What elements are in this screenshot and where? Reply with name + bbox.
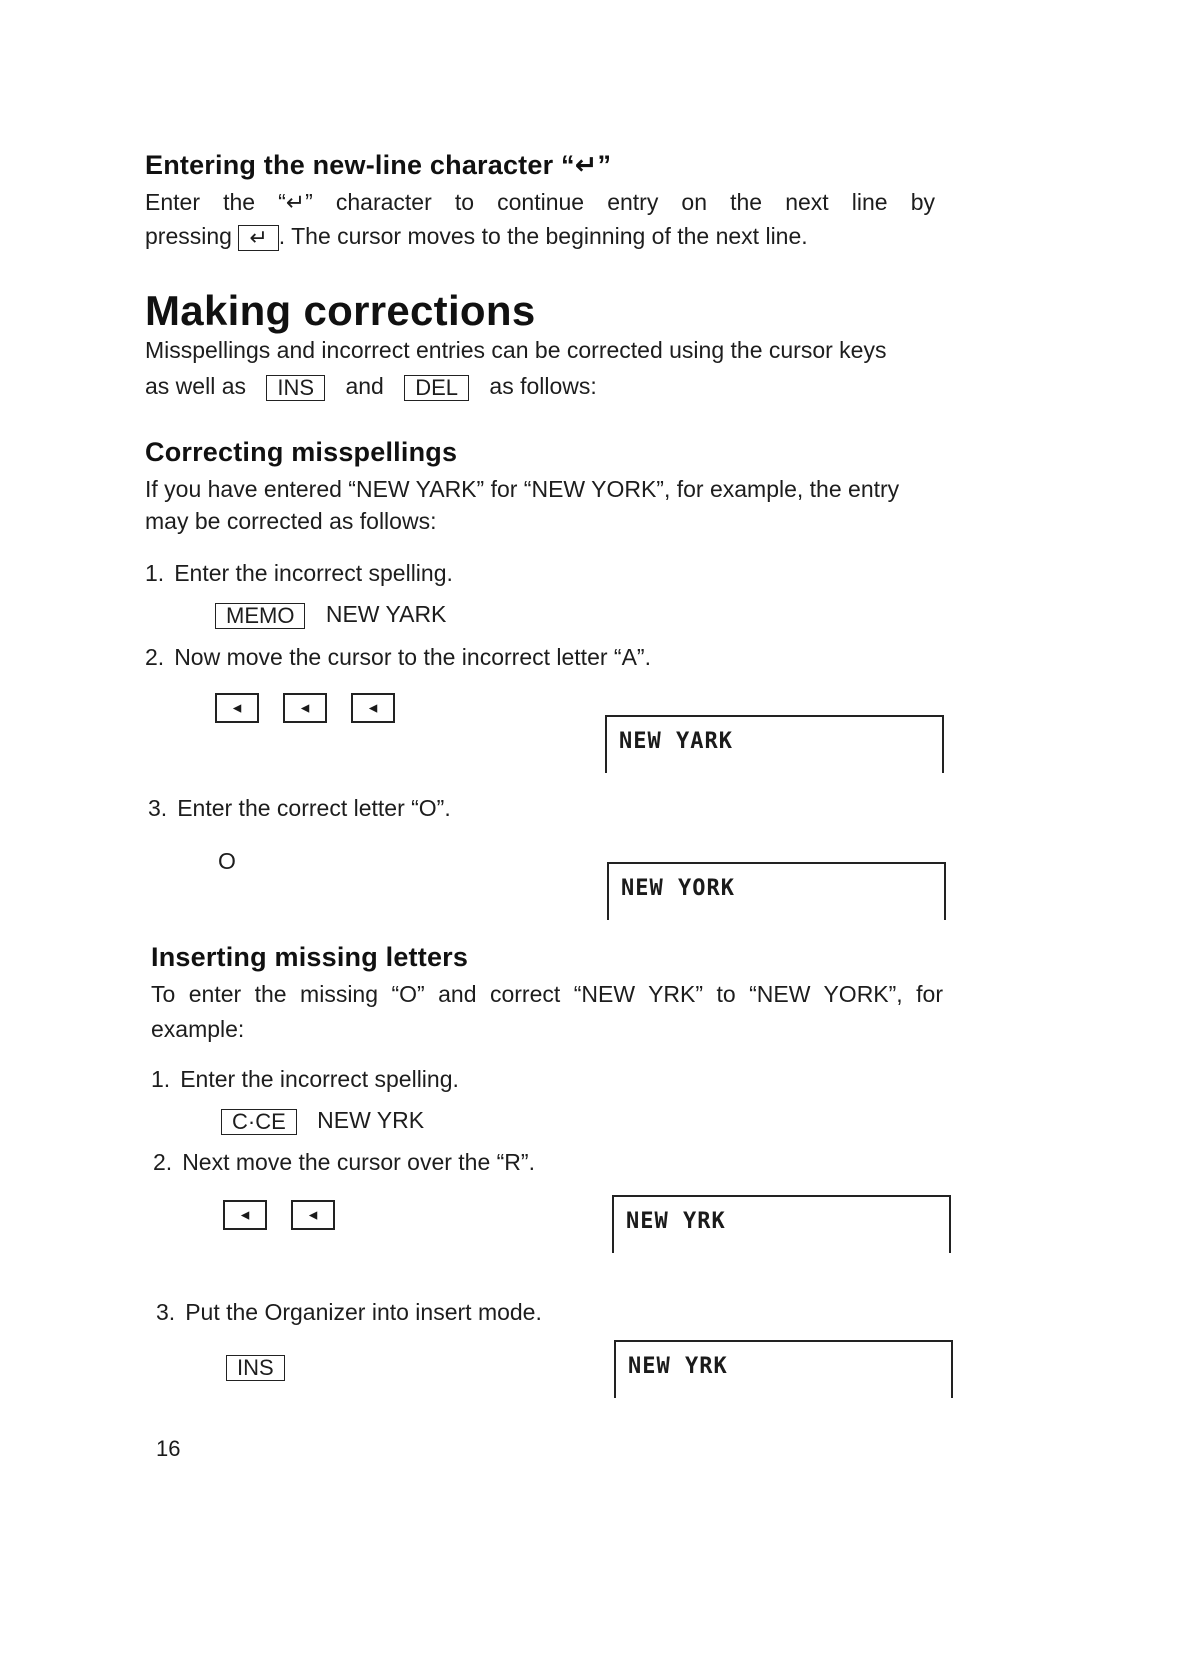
inserting-line1: To enter the missing “O” and correct “NEW YRK” to “NEW YORK”, for — [151, 981, 943, 1007]
step-text: Now move the cursor to the incorrect letter “A”. — [174, 644, 651, 670]
newline-line2-post: . The cursor moves to the beginning of the next line. — [278, 223, 808, 249]
lcd-text: NEW YARK — [619, 729, 733, 754]
left-arrow-icon: ◄ — [366, 699, 380, 716]
step-number: 2. — [145, 644, 165, 670]
step-text: Next move the cursor over the “R”. — [182, 1149, 535, 1175]
left-arrow-icon: ◄ — [230, 699, 244, 716]
ins-key: INS — [226, 1355, 285, 1381]
step-number: 2. — [153, 1149, 173, 1175]
entry-text: NEW YRK — [317, 1107, 425, 1133]
newline-line1: Enter the “↵” character to continue entry on the next line by — [145, 189, 935, 215]
left-arrow-icon: ◄ — [238, 1206, 252, 1223]
lcd-display — [614, 1340, 953, 1398]
corrections-line2 — [145, 370, 597, 403]
misspelling-step-3 — [148, 792, 451, 825]
step-text: Enter the incorrect spelling. — [180, 1066, 459, 1092]
step-number: 1. — [151, 1066, 171, 1092]
misspellings-line1: If you have entered “NEW YARK” for “NEW YORK”, for example, the entry — [145, 476, 900, 502]
inserting-step-2-keys — [223, 1200, 359, 1235]
left-arrow-key — [351, 693, 395, 723]
left-arrow-key — [223, 1200, 267, 1230]
newline-line2 — [145, 220, 808, 253]
lcd-text: NEW YORK — [621, 876, 735, 901]
inserting-step-1-entry — [221, 1104, 424, 1137]
misspellings-line2: may be corrected as follows: — [145, 508, 437, 534]
misspelling-step-1 — [145, 557, 453, 590]
corrections-line2-post: as follows: — [489, 373, 597, 399]
inserting-heading: Inserting missing letters — [151, 942, 469, 972]
corrections-line1: Misspellings and incorrect entries can be corrected using the cursor keys — [145, 337, 887, 363]
misspelling-step-1-entry — [215, 598, 446, 631]
newline-heading: Entering the new-line character “↵” — [145, 150, 612, 180]
ins-key: INS — [266, 375, 325, 401]
inserting-step-3 — [156, 1296, 542, 1329]
inserting-step-2 — [153, 1146, 535, 1179]
step-number: 3. — [156, 1299, 176, 1325]
left-arrow-key — [215, 693, 259, 723]
step-text: Put the Organizer into insert mode. — [185, 1299, 542, 1325]
left-arrow-icon: ◄ — [298, 699, 312, 716]
inserting-step-3-entry — [226, 1350, 285, 1383]
lcd-display — [605, 715, 944, 773]
left-arrow-icon: ◄ — [306, 1206, 320, 1223]
entry-text: NEW YARK — [325, 601, 447, 627]
misspelling-step-3-entry: O — [218, 848, 236, 874]
del-key: DEL — [404, 375, 469, 401]
corrections-heading: Making corrections — [145, 287, 536, 334]
corrections-line2-pre: as well as — [145, 373, 246, 399]
misspelling-step-2-keys — [215, 693, 419, 728]
misspelling-step-2 — [145, 641, 651, 674]
inserting-step-1 — [151, 1063, 459, 1096]
lcd-text: NEW YRK — [628, 1354, 728, 1379]
enter-key: ↵ — [238, 225, 278, 251]
cce-key: C·CE — [221, 1109, 297, 1135]
left-arrow-key — [283, 693, 327, 723]
lcd-display — [607, 862, 946, 920]
newline-line2-pre: pressing — [145, 223, 232, 249]
corrections-line2-mid: and — [345, 373, 384, 399]
step-text: Enter the incorrect spelling. — [174, 560, 453, 586]
memo-key: MEMO — [215, 603, 305, 629]
step-text: Enter the correct letter “O”. — [177, 795, 451, 821]
inserting-line2: example: — [151, 1016, 245, 1042]
lcd-text: NEW YRK — [626, 1209, 726, 1234]
left-arrow-key — [291, 1200, 335, 1230]
step-number: 1. — [145, 560, 165, 586]
page-number: 16 — [156, 1436, 181, 1461]
misspellings-heading: Correcting misspellings — [145, 437, 458, 467]
step-number: 3. — [148, 795, 168, 821]
lcd-display — [612, 1195, 951, 1253]
